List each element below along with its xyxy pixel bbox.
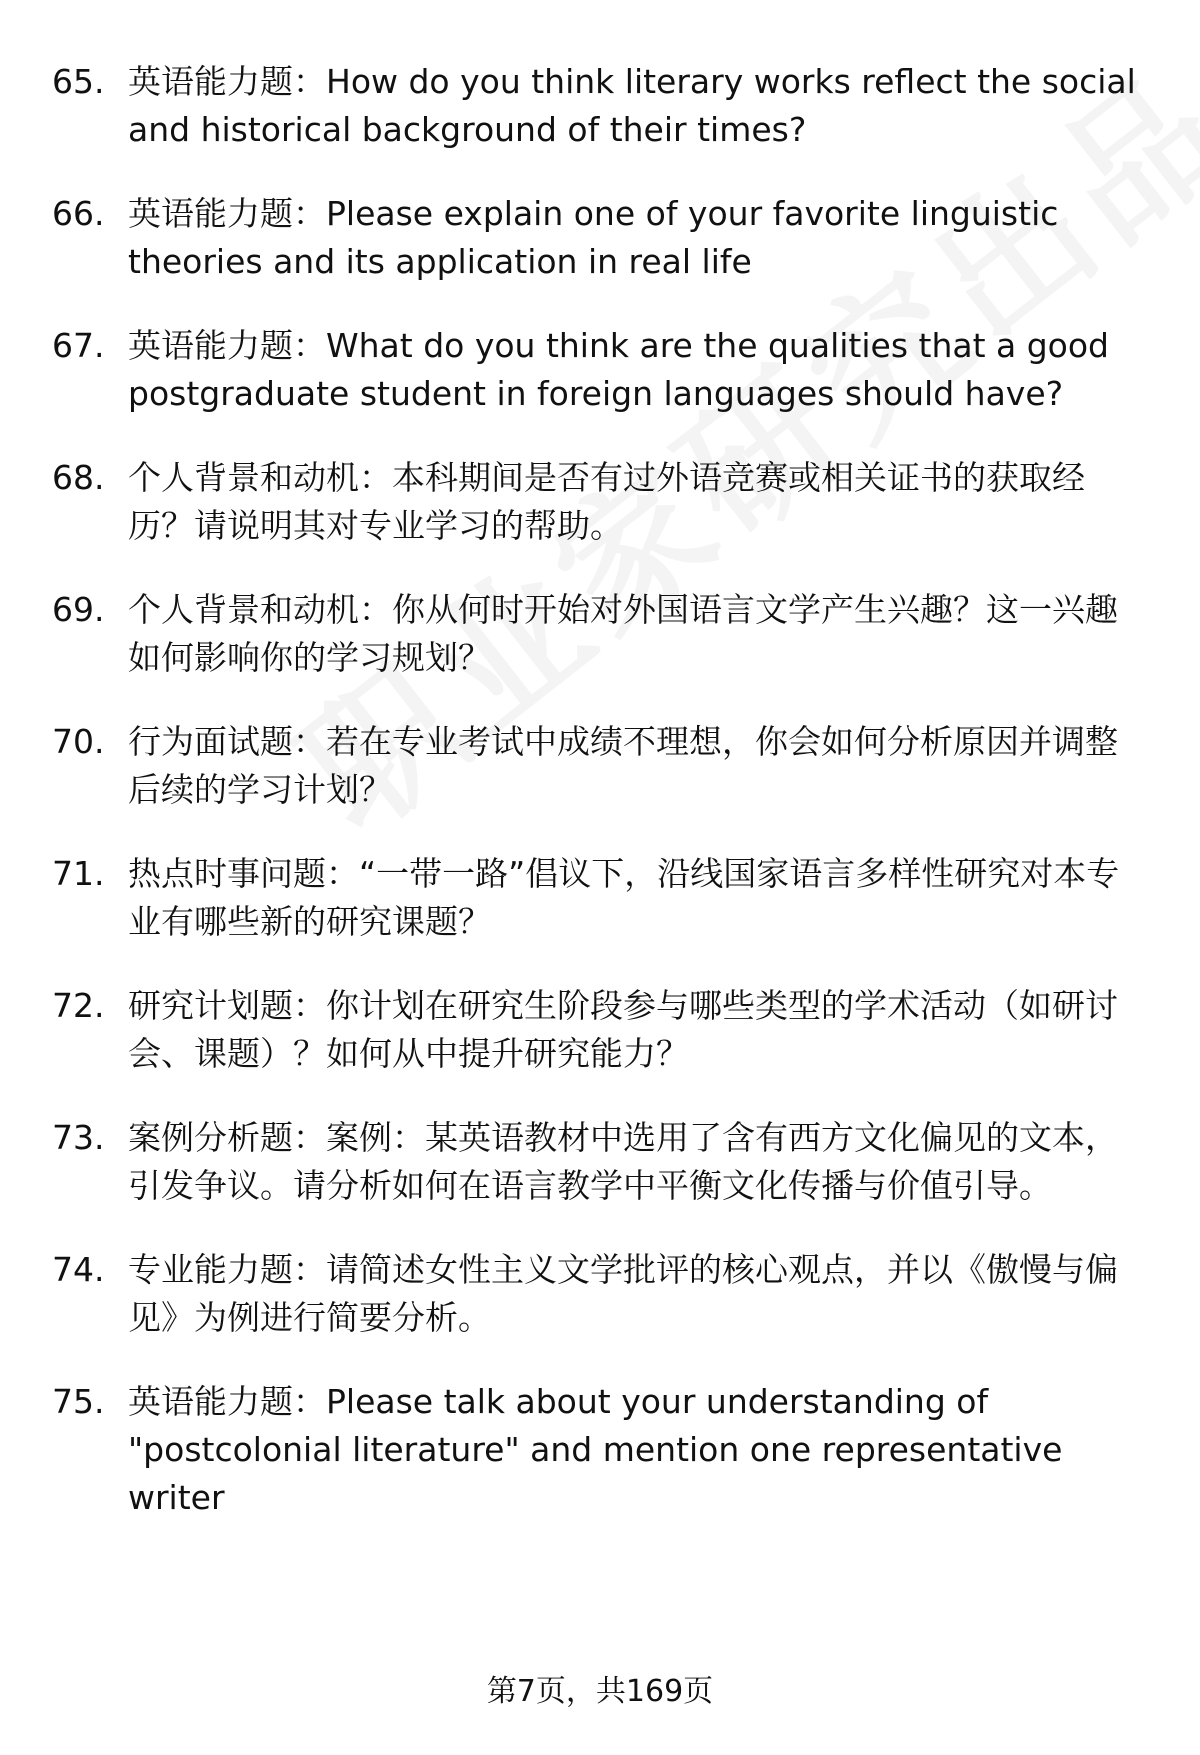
question-text: 行为面试题：若在专业考试中成绩不理想，你会如何分析原因并调整后续的学习计划？ [128, 722, 1118, 809]
question-number: 70. [52, 722, 105, 761]
question-item-70 [52, 718, 1142, 814]
question-number: 75. [52, 1382, 105, 1421]
question-number: 67. [52, 326, 105, 365]
question-number: 66. [52, 194, 105, 233]
question-item-65 [52, 58, 1142, 154]
question-item-73 [52, 1114, 1142, 1210]
question-number: 73. [52, 1118, 105, 1157]
question-item-74 [52, 1246, 1142, 1342]
question-text: 英语能力题：How do you think literary works reflect the social and historical background of their times? [128, 62, 1136, 149]
question-text: 研究计划题：你计划在研究生阶段参与哪些类型的学术活动（如研讨会、课题）？如何从中提升研究能力？ [128, 986, 1118, 1073]
question-item-69 [52, 586, 1142, 682]
question-text: 个人背景和动机：你从何时开始对外国语言文学产生兴趣？这一兴趣如何影响你的学习规划？ [128, 590, 1118, 677]
question-item-67 [52, 322, 1142, 418]
question-item-72 [52, 982, 1142, 1078]
question-item-71 [52, 850, 1142, 946]
question-text: 英语能力题：Please talk about your understanding of "postcolonial literature" and mention one representative writer [128, 1382, 1063, 1517]
question-number: 71. [52, 854, 105, 893]
question-text: 热点时事问题：“一带一路”倡议下，沿线国家语言多样性研究对本专业有哪些新的研究课题？ [128, 854, 1120, 941]
question-number: 68. [52, 458, 105, 497]
question-text: 案例分析题：案例：某英语教材中选用了含有西方文化偏见的文本，引发争议。请分析如何在语言教学中平衡文化传播与价值引导。 [128, 1118, 1118, 1205]
question-list [52, 58, 1142, 1558]
question-item-75 [52, 1378, 1142, 1522]
question-item-66 [52, 190, 1142, 286]
question-text: 个人背景和动机：本科期间是否有过外语竞赛或相关证书的获取经历？请说明其对专业学习的帮助。 [128, 458, 1085, 545]
question-text: 英语能力题：What do you think are the qualities that a good postgraduate student in foreign languages should have? [128, 326, 1109, 413]
question-item-68 [52, 454, 1142, 550]
question-text: 专业能力题：请简述女性主义文学批评的核心观点，并以《傲慢与偏见》为例进行简要分析。 [128, 1250, 1118, 1337]
page-number-footer: 第7页，共169页 [486, 1674, 714, 1709]
question-number: 65. [52, 62, 105, 101]
question-number: 69. [52, 590, 105, 629]
question-number: 72. [52, 986, 105, 1025]
question-number: 74. [52, 1250, 105, 1289]
question-text: 英语能力题：Please explain one of your favorite linguistic theories and its application in real life [128, 194, 1059, 281]
